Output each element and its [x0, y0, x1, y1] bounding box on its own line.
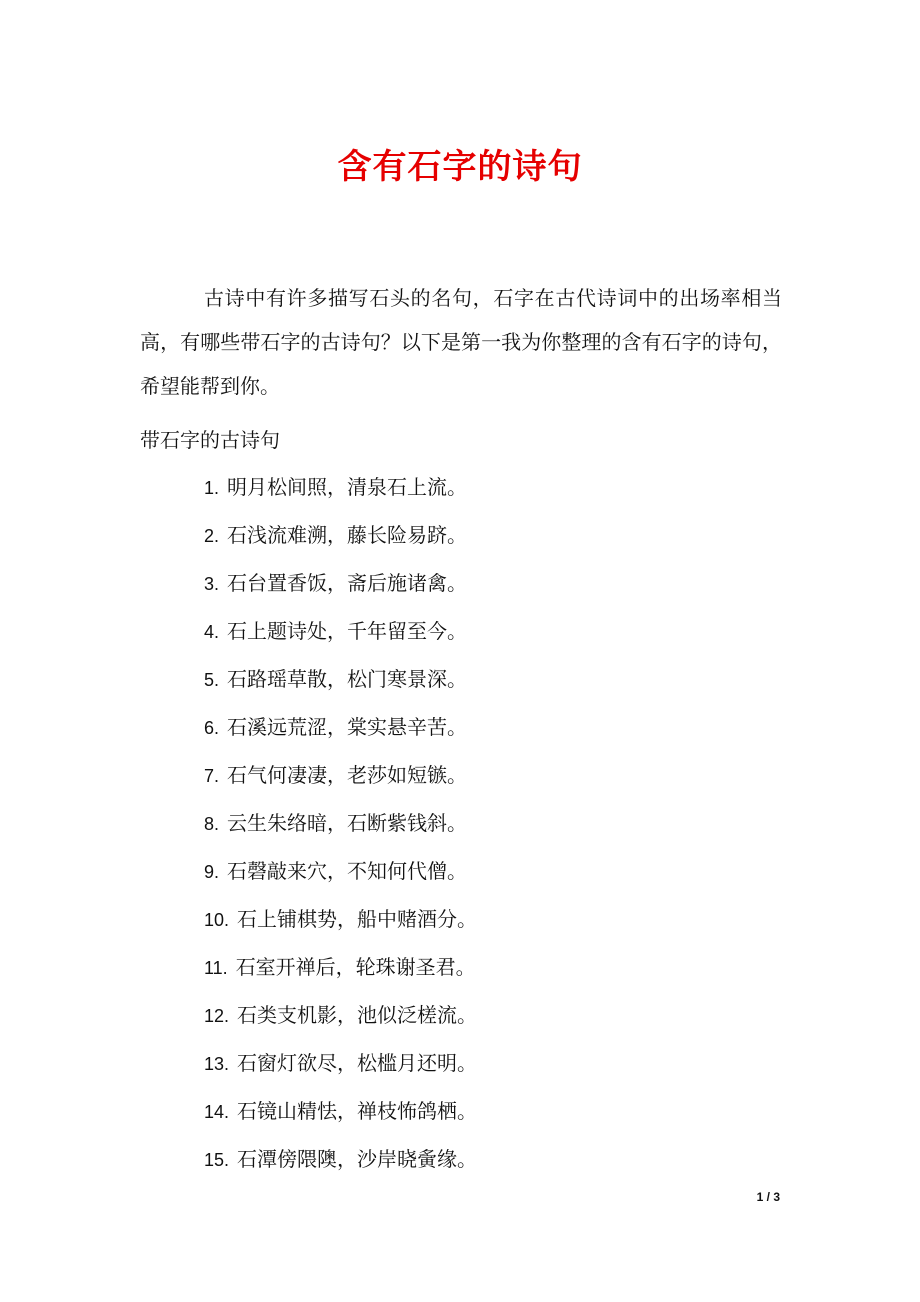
list-item-number: 12. — [204, 1006, 230, 1026]
list-item-number: 10. — [204, 910, 230, 930]
list-item-number: 2. — [204, 526, 220, 546]
list-item — [204, 801, 477, 849]
poem-list — [204, 465, 477, 1185]
list-item — [204, 705, 477, 753]
list-item — [204, 657, 477, 705]
list-item-number: 15. — [204, 1150, 230, 1170]
list-item-number: 9. — [204, 862, 220, 882]
list-item-number: 3. — [204, 574, 220, 594]
list-item — [204, 465, 477, 513]
list-item-number: 1. — [204, 478, 220, 498]
list-item-text: 石上铺棋势，船中赌酒分。 — [237, 907, 478, 931]
list-item — [204, 609, 477, 657]
list-item — [204, 1137, 477, 1185]
list-item — [204, 897, 477, 945]
page-number: 1 / 3 — [756, 1190, 780, 1204]
list-item — [204, 993, 477, 1041]
list-item-text: 石浅流难溯，藤长险易跻。 — [227, 523, 468, 547]
list-item — [204, 753, 477, 801]
list-item-number: 11. — [204, 958, 228, 978]
list-item-text: 石窗灯欲尽，松槛月还明。 — [237, 1051, 478, 1075]
list-item-number: 13. — [204, 1054, 230, 1074]
page-title: 含有石字的诗句 — [337, 147, 583, 187]
list-item-number: 5. — [204, 670, 220, 690]
intro-paragraph: 古诗中有许多描写石头的名句，石字在古代诗词中的出场率相当高，有哪些带石字的古诗句？以下是第一我为你整理的含有石字的诗句，希望能帮到你。 — [140, 286, 782, 398]
list-item-text: 石室开禅后，轮珠谢圣君。 — [235, 955, 476, 979]
list-item — [204, 945, 477, 993]
list-item — [204, 513, 477, 561]
list-item-text: 石上题诗处，千年留至今。 — [227, 619, 468, 643]
list-item — [204, 1041, 477, 1089]
list-item-text: 明月松间照，清泉石上流。 — [227, 475, 468, 499]
list-item-text: 石类支机影，池似泛槎流。 — [237, 1003, 478, 1027]
list-item-number: 4. — [204, 622, 220, 642]
list-item-text: 石潭傍隈隩，沙岸晓夤缘。 — [237, 1147, 478, 1171]
list-item-number: 7. — [204, 766, 220, 786]
list-item-text: 石台置香饭，斋后施诸禽。 — [227, 571, 468, 595]
list-item-number: 6. — [204, 718, 220, 738]
section-heading: 带石字的古诗句 — [140, 428, 280, 452]
list-item-text: 石气何凄凄，老莎如短镞。 — [227, 763, 468, 787]
list-item — [204, 561, 477, 609]
list-item-text: 石溪远荒涩，棠实悬辛苦。 — [227, 715, 468, 739]
list-item — [204, 1089, 477, 1137]
list-item-text: 石镜山精怯，禅枝怖鸽栖。 — [237, 1099, 478, 1123]
list-item-number: 14. — [204, 1102, 230, 1122]
list-item-number: 8. — [204, 814, 220, 834]
list-item-text: 石路瑶草散，松门寒景深。 — [227, 667, 468, 691]
list-item — [204, 849, 477, 897]
list-item-text: 云生朱络暗，石断紫钱斜。 — [227, 811, 468, 835]
list-item-text: 石磬敲来穴，不知何代僧。 — [227, 859, 468, 883]
